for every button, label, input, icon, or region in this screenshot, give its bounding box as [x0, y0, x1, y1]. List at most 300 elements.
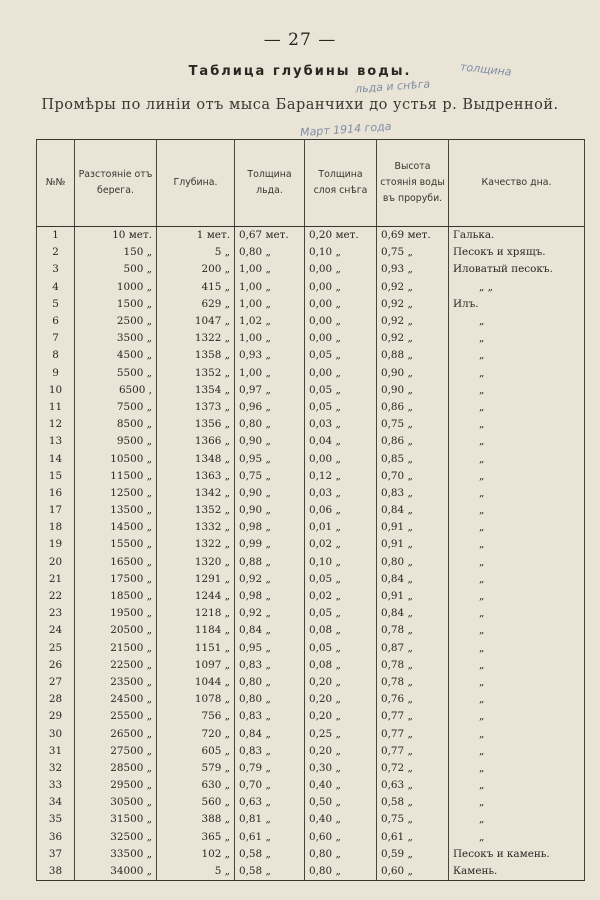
table-row: [37, 674, 585, 691]
table-row: [37, 227, 585, 245]
cell-snow: 0,00 „: [305, 330, 377, 347]
header-distance: Разстоянiе отъ берега.: [75, 140, 157, 227]
cell-water: 0,86 „: [377, 399, 449, 416]
cell-quality: Иловатый песокъ.: [449, 261, 585, 278]
cell-depth: 1373 „: [157, 399, 235, 416]
cell-ice: 0,99 „: [235, 536, 305, 553]
table-row: [37, 846, 585, 863]
cell-quality: „: [449, 622, 585, 639]
cell-snow: 0,02 „: [305, 536, 377, 553]
table-row: [37, 777, 585, 794]
cell-distance: 19500 „: [75, 605, 157, 622]
cell-depth: 1322 „: [157, 330, 235, 347]
cell-distance: 33500 „: [75, 846, 157, 863]
table-row: [37, 794, 585, 811]
cell-distance: 26500 „: [75, 725, 157, 742]
table-row: [37, 657, 585, 674]
cell-num: 32: [37, 760, 75, 777]
cell-water: 0,69 мет.: [377, 227, 449, 245]
cell-depth: 1 мет.: [157, 227, 235, 245]
cell-water: 0,84 „: [377, 605, 449, 622]
handwritten-note: толщина: [459, 60, 513, 79]
table-row: [37, 450, 585, 467]
cell-num: 24: [37, 622, 75, 639]
cell-distance: 500 „: [75, 261, 157, 278]
cell-depth: 720 „: [157, 725, 235, 742]
cell-quality: „: [449, 657, 585, 674]
cell-quality: „: [449, 571, 585, 588]
cell-ice: 0,90 „: [235, 485, 305, 502]
cell-snow: 0,20 „: [305, 708, 377, 725]
header-snow: Толщина слоя снѣга: [305, 140, 377, 227]
cell-distance: 31500 „: [75, 811, 157, 828]
cell-snow: 0,40 „: [305, 811, 377, 828]
cell-water: 0,76 „: [377, 691, 449, 708]
cell-distance: 23500 „: [75, 674, 157, 691]
cell-num: 15: [37, 468, 75, 485]
cell-snow: 0,20 „: [305, 691, 377, 708]
cell-ice: 0,98 „: [235, 588, 305, 605]
cell-water: 0,83 „: [377, 485, 449, 502]
table-row: [37, 640, 585, 657]
cell-ice: 0,79 „: [235, 760, 305, 777]
cell-depth: 1320 „: [157, 554, 235, 571]
handwritten-note: льда и снѣга: [354, 77, 431, 96]
cell-snow: 0,20 „: [305, 743, 377, 760]
cell-water: 0,91 „: [377, 588, 449, 605]
cell-water: 0,90 „: [377, 365, 449, 382]
cell-water: 0,85 „: [377, 450, 449, 467]
cell-distance: 9500 „: [75, 433, 157, 450]
table-row: [37, 622, 585, 639]
cell-ice: 1,00 „: [235, 365, 305, 382]
cell-num: 19: [37, 536, 75, 553]
cell-num: 9: [37, 365, 75, 382]
table-row: [37, 863, 585, 881]
cell-ice: 1,00 „: [235, 261, 305, 278]
cell-ice: 1,00 „: [235, 279, 305, 296]
cell-water: 0,58 „: [377, 794, 449, 811]
cell-num: 20: [37, 554, 75, 571]
table-row: [37, 588, 585, 605]
cell-snow: 0,20 мет.: [305, 227, 377, 245]
table-row: [37, 605, 585, 622]
cell-depth: 1322 „: [157, 536, 235, 553]
table-row: [37, 347, 585, 364]
cell-quality: „: [449, 811, 585, 828]
cell-water: 0,91 „: [377, 536, 449, 553]
cell-water: 0,72 „: [377, 760, 449, 777]
cell-quality: „: [449, 365, 585, 382]
cell-distance: 12500 „: [75, 485, 157, 502]
cell-distance: 32500 „: [75, 829, 157, 846]
cell-num: 14: [37, 450, 75, 467]
table-row: [37, 433, 585, 450]
cell-num: 38: [37, 863, 75, 881]
cell-depth: 1356 „: [157, 416, 235, 433]
cell-distance: 14500 „: [75, 519, 157, 536]
cell-depth: 388 „: [157, 811, 235, 828]
cell-num: 12: [37, 416, 75, 433]
cell-num: 2: [37, 244, 75, 261]
cell-distance: 1000 „: [75, 279, 157, 296]
cell-water: 0,84 „: [377, 502, 449, 519]
cell-ice: 0,98 „: [235, 519, 305, 536]
cell-water: 0,61 „: [377, 829, 449, 846]
table-row: [37, 519, 585, 536]
cell-ice: 0,93 „: [235, 347, 305, 364]
cell-depth: 560 „: [157, 794, 235, 811]
cell-depth: 756 „: [157, 708, 235, 725]
cell-water: 0,92 „: [377, 296, 449, 313]
table-row: [37, 399, 585, 416]
cell-snow: 0,05 „: [305, 640, 377, 657]
cell-quality: „: [449, 502, 585, 519]
cell-ice: 0,80 „: [235, 674, 305, 691]
cell-ice: 0,80 „: [235, 416, 305, 433]
cell-depth: 579 „: [157, 760, 235, 777]
cell-depth: 629 „: [157, 296, 235, 313]
cell-num: 6: [37, 313, 75, 330]
cell-quality: „: [449, 485, 585, 502]
cell-snow: 0,05 „: [305, 605, 377, 622]
cell-water: 0,59 „: [377, 846, 449, 863]
cell-quality: „: [449, 433, 585, 450]
cell-snow: 0,08 „: [305, 657, 377, 674]
cell-num: 21: [37, 571, 75, 588]
cell-ice: 0,80 „: [235, 244, 305, 261]
cell-distance: 29500 „: [75, 777, 157, 794]
cell-ice: 0,97 „: [235, 382, 305, 399]
cell-water: 0,60 „: [377, 863, 449, 881]
cell-quality: „: [449, 330, 585, 347]
cell-num: 26: [37, 657, 75, 674]
cell-num: 7: [37, 330, 75, 347]
cell-snow: 0,10 „: [305, 554, 377, 571]
cell-num: 27: [37, 674, 75, 691]
cell-water: 0,75 „: [377, 811, 449, 828]
cell-ice: 0,90 „: [235, 502, 305, 519]
cell-quality: „: [449, 416, 585, 433]
cell-quality: „: [449, 554, 585, 571]
cell-distance: 18500 „: [75, 588, 157, 605]
cell-water: 0,75 „: [377, 416, 449, 433]
cell-quality: Илъ.: [449, 296, 585, 313]
cell-num: 10: [37, 382, 75, 399]
cell-distance: 3500 „: [75, 330, 157, 347]
cell-water: 0,92 „: [377, 330, 449, 347]
cell-distance: 2500 „: [75, 313, 157, 330]
table-row: [37, 382, 585, 399]
cell-ice: 0,58 „: [235, 863, 305, 881]
cell-distance: 21500 „: [75, 640, 157, 657]
cell-water: 0,84 „: [377, 571, 449, 588]
cell-snow: 0,30 „: [305, 760, 377, 777]
cell-depth: 1044 „: [157, 674, 235, 691]
cell-distance: 13500 „: [75, 502, 157, 519]
cell-num: 29: [37, 708, 75, 725]
cell-depth: 415 „: [157, 279, 235, 296]
cell-num: 30: [37, 725, 75, 742]
table-row: [37, 485, 585, 502]
cell-quality: „: [449, 313, 585, 330]
cell-quality: Камень.: [449, 863, 585, 881]
cell-distance: 20500 „: [75, 622, 157, 639]
cell-water: 0,70 „: [377, 468, 449, 485]
cell-ice: 0,84 „: [235, 725, 305, 742]
table-row: [37, 313, 585, 330]
cell-snow: 0,00 „: [305, 279, 377, 296]
cell-quality: „: [449, 605, 585, 622]
cell-depth: 1348 „: [157, 450, 235, 467]
cell-num: 17: [37, 502, 75, 519]
table-row: [37, 365, 585, 382]
cell-distance: 10500 „: [75, 450, 157, 467]
cell-quality: „: [449, 536, 585, 553]
cell-snow: 0,50 „: [305, 794, 377, 811]
cell-depth: 1352 „: [157, 502, 235, 519]
cell-quality: „: [449, 743, 585, 760]
cell-depth: 5 „: [157, 863, 235, 881]
cell-num: 3: [37, 261, 75, 278]
cell-quality: „: [449, 674, 585, 691]
cell-ice: 1,00 „: [235, 330, 305, 347]
cell-distance: 11500 „: [75, 468, 157, 485]
cell-depth: 1078 „: [157, 691, 235, 708]
cell-water: 0,77 „: [377, 708, 449, 725]
cell-snow: 0,00 „: [305, 450, 377, 467]
cell-quality: „: [449, 640, 585, 657]
cell-distance: 10 мет.: [75, 227, 157, 245]
cell-depth: 102 „: [157, 846, 235, 863]
cell-distance: 17500 „: [75, 571, 157, 588]
page-number: — 27 —: [263, 30, 337, 50]
cell-ice: 0,90 „: [235, 433, 305, 450]
cell-distance: 5500 „: [75, 365, 157, 382]
cell-snow: 0,03 „: [305, 416, 377, 433]
table-row: [37, 760, 585, 777]
cell-ice: 1,02 „: [235, 313, 305, 330]
cell-snow: 0,80 „: [305, 846, 377, 863]
cell-quality: „: [449, 588, 585, 605]
cell-num: 16: [37, 485, 75, 502]
cell-water: 0,92 „: [377, 313, 449, 330]
cell-distance: 4500 „: [75, 347, 157, 364]
page-title: Таблица глубины воды.: [188, 64, 412, 79]
cell-quality: „: [449, 829, 585, 846]
cell-snow: 0,00 „: [305, 296, 377, 313]
cell-ice: 0,83 „: [235, 657, 305, 674]
table-row: [37, 330, 585, 347]
cell-num: 35: [37, 811, 75, 828]
table-row: [37, 708, 585, 725]
cell-water: 0,77 „: [377, 743, 449, 760]
cell-num: 25: [37, 640, 75, 657]
cell-ice: 1,00 „: [235, 296, 305, 313]
cell-ice: 0,75 „: [235, 468, 305, 485]
cell-num: 23: [37, 605, 75, 622]
cell-snow: 0,01 „: [305, 519, 377, 536]
table-row: [37, 571, 585, 588]
cell-ice: 0,81 „: [235, 811, 305, 828]
cell-quality: „ „: [449, 279, 585, 296]
cell-snow: 0,60 „: [305, 829, 377, 846]
cell-snow: 0,25 „: [305, 725, 377, 742]
cell-num: 4: [37, 279, 75, 296]
cell-depth: 1244 „: [157, 588, 235, 605]
cell-ice: 0,92 „: [235, 571, 305, 588]
cell-quality: „: [449, 399, 585, 416]
header-num: №№: [37, 140, 75, 227]
cell-num: 34: [37, 794, 75, 811]
page-subtitle: Промѣры по линiи отъ мыса Баранчихи до устья р. Выдренной.: [41, 97, 559, 113]
cell-distance: 34000 „: [75, 863, 157, 881]
cell-snow: 0,08 „: [305, 622, 377, 639]
table-row: [37, 416, 585, 433]
table-row: [37, 261, 585, 278]
cell-water: 0,93 „: [377, 261, 449, 278]
cell-water: 0,78 „: [377, 622, 449, 639]
cell-distance: 22500 „: [75, 657, 157, 674]
cell-depth: 1352 „: [157, 365, 235, 382]
cell-quality: „: [449, 450, 585, 467]
table-row: [37, 279, 585, 296]
cell-num: 18: [37, 519, 75, 536]
table-body: [37, 227, 585, 881]
cell-quality: „: [449, 777, 585, 794]
cell-num: 8: [37, 347, 75, 364]
table-row: [37, 725, 585, 742]
cell-num: 28: [37, 691, 75, 708]
cell-snow: 0,20 „: [305, 674, 377, 691]
cell-ice: 0,61 „: [235, 829, 305, 846]
cell-snow: 0,80 „: [305, 863, 377, 881]
cell-quality: Песокъ и камень.: [449, 846, 585, 863]
header-depth: Глубина.: [157, 140, 235, 227]
depth-table: [36, 139, 585, 881]
table-row: [37, 244, 585, 261]
cell-distance: 15500 „: [75, 536, 157, 553]
table-row: [37, 554, 585, 571]
cell-depth: 1218 „: [157, 605, 235, 622]
cell-water: 0,78 „: [377, 674, 449, 691]
cell-water: 0,78 „: [377, 657, 449, 674]
cell-quality: „: [449, 794, 585, 811]
header-quality: Качество дна.: [449, 140, 585, 227]
cell-quality: „: [449, 725, 585, 742]
cell-quality: Песокъ и хрящъ.: [449, 244, 585, 261]
cell-snow: 0,05 „: [305, 382, 377, 399]
cell-depth: 365 „: [157, 829, 235, 846]
cell-water: 0,86 „: [377, 433, 449, 450]
cell-depth: 200 „: [157, 261, 235, 278]
cell-quality: „: [449, 468, 585, 485]
cell-depth: 1097 „: [157, 657, 235, 674]
cell-num: 22: [37, 588, 75, 605]
cell-depth: 1332 „: [157, 519, 235, 536]
cell-snow: 0,05 „: [305, 399, 377, 416]
cell-distance: 6500 ,: [75, 382, 157, 399]
cell-ice: 0,95 „: [235, 640, 305, 657]
cell-distance: 24500 „: [75, 691, 157, 708]
cell-num: 33: [37, 777, 75, 794]
cell-ice: 0,63 „: [235, 794, 305, 811]
cell-depth: 1354 „: [157, 382, 235, 399]
table-row: [37, 829, 585, 846]
cell-num: 37: [37, 846, 75, 863]
table-row: [37, 691, 585, 708]
cell-water: 0,63 „: [377, 777, 449, 794]
cell-water: 0,75 „: [377, 244, 449, 261]
cell-quality: „: [449, 382, 585, 399]
cell-water: 0,91 „: [377, 519, 449, 536]
cell-snow: 0,00 „: [305, 261, 377, 278]
cell-snow: 0,05 „: [305, 347, 377, 364]
table-row: [37, 468, 585, 485]
cell-ice: 0,58 „: [235, 846, 305, 863]
cell-depth: 5 „: [157, 244, 235, 261]
cell-depth: 1184 „: [157, 622, 235, 639]
cell-quality: „: [449, 708, 585, 725]
cell-snow: 0,00 „: [305, 313, 377, 330]
cell-ice: 0,83 „: [235, 708, 305, 725]
cell-depth: 630 „: [157, 777, 235, 794]
cell-quality: „: [449, 691, 585, 708]
cell-num: 1: [37, 227, 75, 245]
cell-distance: 30500 „: [75, 794, 157, 811]
cell-depth: 1363 „: [157, 468, 235, 485]
cell-water: 0,87 „: [377, 640, 449, 657]
table-row: [37, 811, 585, 828]
handwritten-note: Март 1914 года: [299, 119, 392, 140]
cell-snow: 0,06 „: [305, 502, 377, 519]
cell-depth: 1151 „: [157, 640, 235, 657]
cell-distance: 16500 „: [75, 554, 157, 571]
cell-depth: 1358 „: [157, 347, 235, 364]
cell-ice: 0,83 „: [235, 743, 305, 760]
cell-snow: 0,12 „: [305, 468, 377, 485]
cell-ice: 0,95 „: [235, 450, 305, 467]
cell-num: 31: [37, 743, 75, 760]
cell-ice: 0,88 „: [235, 554, 305, 571]
cell-quality: „: [449, 519, 585, 536]
cell-water: 0,80 „: [377, 554, 449, 571]
cell-depth: 1047 „: [157, 313, 235, 330]
cell-distance: 1500 „: [75, 296, 157, 313]
table-row: [37, 743, 585, 760]
header-water: Высота стоянiя воды въ проруби.: [377, 140, 449, 227]
cell-snow: 0,03 „: [305, 485, 377, 502]
table-row: [37, 296, 585, 313]
cell-distance: 28500 „: [75, 760, 157, 777]
cell-distance: 7500 „: [75, 399, 157, 416]
cell-quality: Галька.: [449, 227, 585, 245]
table-row: [37, 502, 585, 519]
cell-ice: 0,84 „: [235, 622, 305, 639]
cell-num: 36: [37, 829, 75, 846]
cell-distance: 27500 „: [75, 743, 157, 760]
cell-distance: 150 „: [75, 244, 157, 261]
cell-water: 0,88 „: [377, 347, 449, 364]
cell-num: 11: [37, 399, 75, 416]
cell-snow: 0,04 „: [305, 433, 377, 450]
header-ice: Толщина льда.: [235, 140, 305, 227]
cell-depth: 1342 „: [157, 485, 235, 502]
cell-ice: 0,92 „: [235, 605, 305, 622]
cell-ice: 0,96 „: [235, 399, 305, 416]
cell-snow: 0,05 „: [305, 571, 377, 588]
cell-depth: 1366 „: [157, 433, 235, 450]
